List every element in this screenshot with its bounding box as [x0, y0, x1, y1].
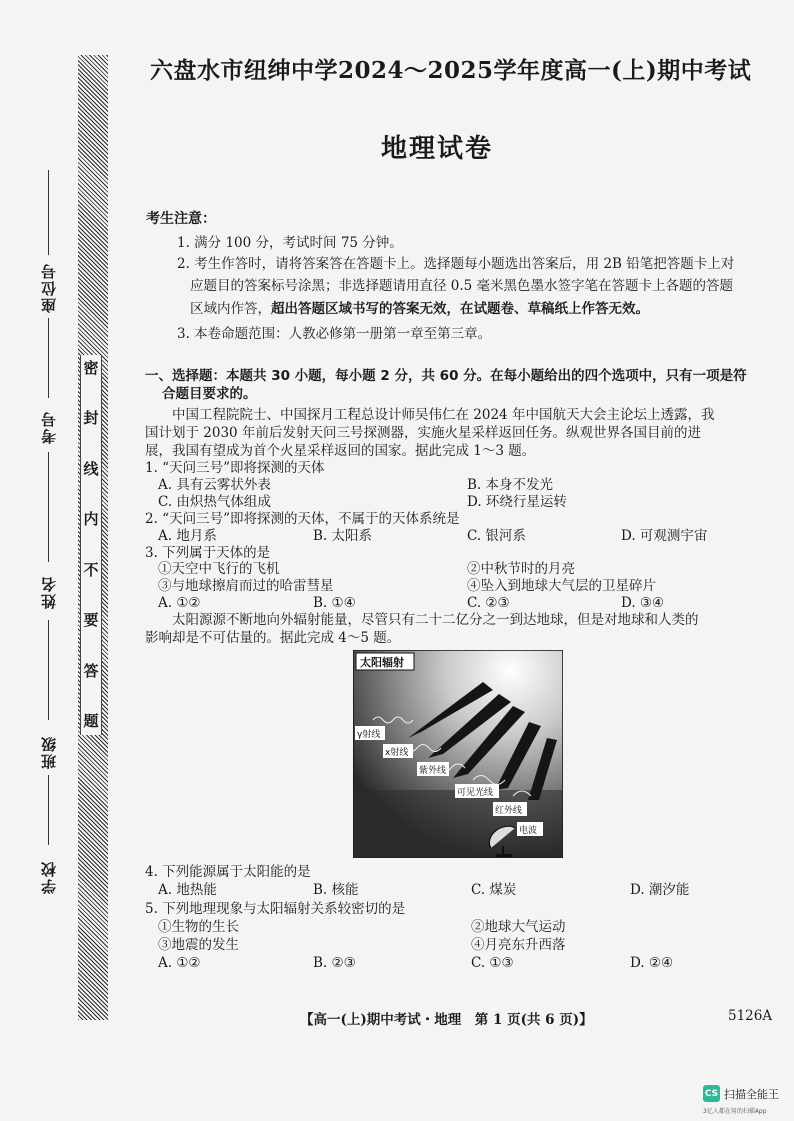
- q3-option-c: C. ②③: [467, 595, 510, 611]
- school-exam-title: 六盘水市纽绅中学2024～2025学年度高一(上)期中考试: [150, 57, 752, 84]
- seal-char: 要: [83, 611, 99, 630]
- q2-stem: 2. “天问三号”即将探测的天体，不属于的天体系统是: [145, 511, 460, 527]
- name-label: 姓名: [40, 575, 58, 609]
- paper-code: 5126A: [728, 1008, 773, 1024]
- scanner-app-name: 扫描全能王: [724, 1088, 779, 1101]
- label-radio: 电波: [519, 826, 538, 836]
- solar-radiation-figure: [353, 650, 563, 858]
- notice-item-2: 2. 考生作答时，请将答案答在答题卡上。选择题每小题选出答案后，用 2B 铅笔把答题卡上对: [177, 256, 735, 272]
- class-line: [48, 775, 49, 845]
- q1-option-a: A. 具有云雾状外表: [158, 477, 271, 493]
- q3-statement-3: ③与地球擦肩而过的哈雷彗星: [158, 578, 334, 594]
- notice-warning: 超出答题区域书写的答案无效，在试题卷、草稿纸上作答无效。: [271, 301, 649, 317]
- exam-number-line: [48, 452, 49, 562]
- q4-stem: 4. 下列能源属于太阳能的是: [145, 864, 311, 880]
- passage-1: 中国工程院院士、中国探月工程总设计师吴伟仁在 2024 年中国航天大会主论坛上透露，我: [172, 407, 715, 423]
- seal-line-box: [80, 355, 102, 735]
- section-heading: 一、选择题：本题共 30 小题，每小题 2 分，共 60 分。在每小题给出的四个选项中，只有一项是符: [145, 368, 747, 384]
- scanner-app-tagline: 3亿人都在用的扫描App: [703, 1108, 767, 1115]
- q1-option-b: B. 本身不发光: [467, 477, 554, 493]
- passage-2-cont: 影响却是不可估量的。据此完成 4～5 题。: [145, 630, 401, 646]
- q2-option-d: D. 可观测宇宙: [621, 528, 708, 544]
- seat-number-label: 座位号: [40, 262, 58, 313]
- class-label: 班级: [40, 735, 58, 769]
- name-line: [48, 620, 49, 720]
- seal-char: 内: [83, 510, 99, 529]
- camscanner-logo-icon: CS: [703, 1085, 720, 1102]
- q2-option-c: C. 银河系: [467, 528, 526, 544]
- q3-stem: 3. 下列属于天体的是: [145, 545, 271, 561]
- label-visible: 可见光线: [457, 788, 494, 798]
- q3-statement-2: ②中秋节时的月亮: [467, 561, 575, 577]
- q3-option-b: B. ①④: [313, 595, 356, 611]
- school-label: 学校: [40, 860, 58, 894]
- notice-heading: 考生注意：: [146, 211, 216, 227]
- q5-option-d: D. ②④: [630, 955, 674, 971]
- q5-statement-1: ①生物的生长: [158, 919, 239, 935]
- label-infrared: 红外线: [495, 806, 523, 816]
- notice-plain: 区域内作答，: [190, 301, 271, 317]
- q3-option-d: D. ③④: [621, 595, 665, 611]
- q1-stem: 1. “天问三号”即将探测的天体: [145, 460, 325, 476]
- q4-option-a: A. 地热能: [158, 882, 217, 898]
- dish-base: [496, 854, 512, 857]
- blank-line: [48, 318, 49, 398]
- notice-item-2-cont: 应题目的答案标号涂黑；非选择题请用直径 0.5 毫米黑色墨水签字笔在答题卡上各题的答题: [190, 278, 734, 294]
- passage-1-cont: 国计划于 2030 年前后发射天问三号探测器，实施火星采样返回任务。纵观世界各国目前的进: [145, 425, 701, 441]
- notice-item-2-end: [190, 303, 649, 317]
- q5-statement-4: ④月亮东升西落: [471, 937, 566, 953]
- q5-option-c: C. ①③: [471, 955, 514, 971]
- figure-title: 太阳辐射: [360, 656, 404, 669]
- label-uv: 紫外线: [419, 766, 447, 776]
- seal-char: 封: [83, 409, 99, 428]
- label-xray: x射线: [385, 748, 409, 758]
- seal-char: 答: [83, 661, 99, 680]
- q2-option-a: A. 地月系: [158, 528, 217, 544]
- seal-char: 线: [83, 459, 99, 478]
- q5-statement-2: ②地球大气运动: [471, 919, 566, 935]
- notice-item-3: 3. 本卷命题范围：人教必修第一册第一章至第三章。: [177, 326, 492, 342]
- q3-statement-1: ①天空中飞行的飞机: [158, 561, 280, 577]
- exam-number-label: 考号: [40, 410, 58, 444]
- q1-option-d: D. 环绕行星运转: [467, 494, 567, 510]
- q3-option-a: A. ①②: [158, 595, 201, 611]
- q5-option-b: B. ②③: [313, 955, 356, 971]
- q4-option-d: D. 潮汐能: [630, 882, 690, 898]
- q3-statement-4: ④坠入到地球大气层的卫星碎片: [467, 578, 656, 594]
- seal-char: 密: [83, 359, 99, 377]
- page-footer: 【高一(上)期中考试・地理 第 1 页(共 6 页)】: [300, 1012, 593, 1028]
- q4-option-c: C. 煤炭: [471, 882, 517, 898]
- q5-statement-3: ③地震的发生: [158, 937, 239, 953]
- subject-title: 地理试卷: [380, 134, 493, 164]
- seat-number-line: [48, 170, 49, 255]
- seal-char: 不: [83, 560, 99, 579]
- section-heading-cont: 合题目要求的。: [162, 386, 257, 402]
- passage-2: 太阳源源不断地向外辐射能量，尽管只有二十二亿分之一到达地球，但是对地球和人类的: [172, 612, 699, 628]
- passage-1-end: 展，我国有望成为首个火星采样返回的国家。据此完成 1～3 题。: [145, 443, 536, 459]
- q2-option-b: B. 太阳系: [313, 528, 373, 544]
- q4-option-b: B. 核能: [313, 882, 359, 898]
- notice-item-1: 1. 满分 100 分，考试时间 75 分钟。: [177, 235, 403, 251]
- q5-stem: 5. 下列地理现象与太阳辐射关系较密切的是: [145, 901, 406, 917]
- q5-option-a: A. ①②: [158, 955, 201, 971]
- q1-option-c: C. 由炽热气体组成: [158, 494, 271, 510]
- seal-char: 题: [83, 711, 99, 730]
- label-gamma: γ射线: [357, 730, 381, 740]
- solar-radiation-diagram: [353, 650, 563, 858]
